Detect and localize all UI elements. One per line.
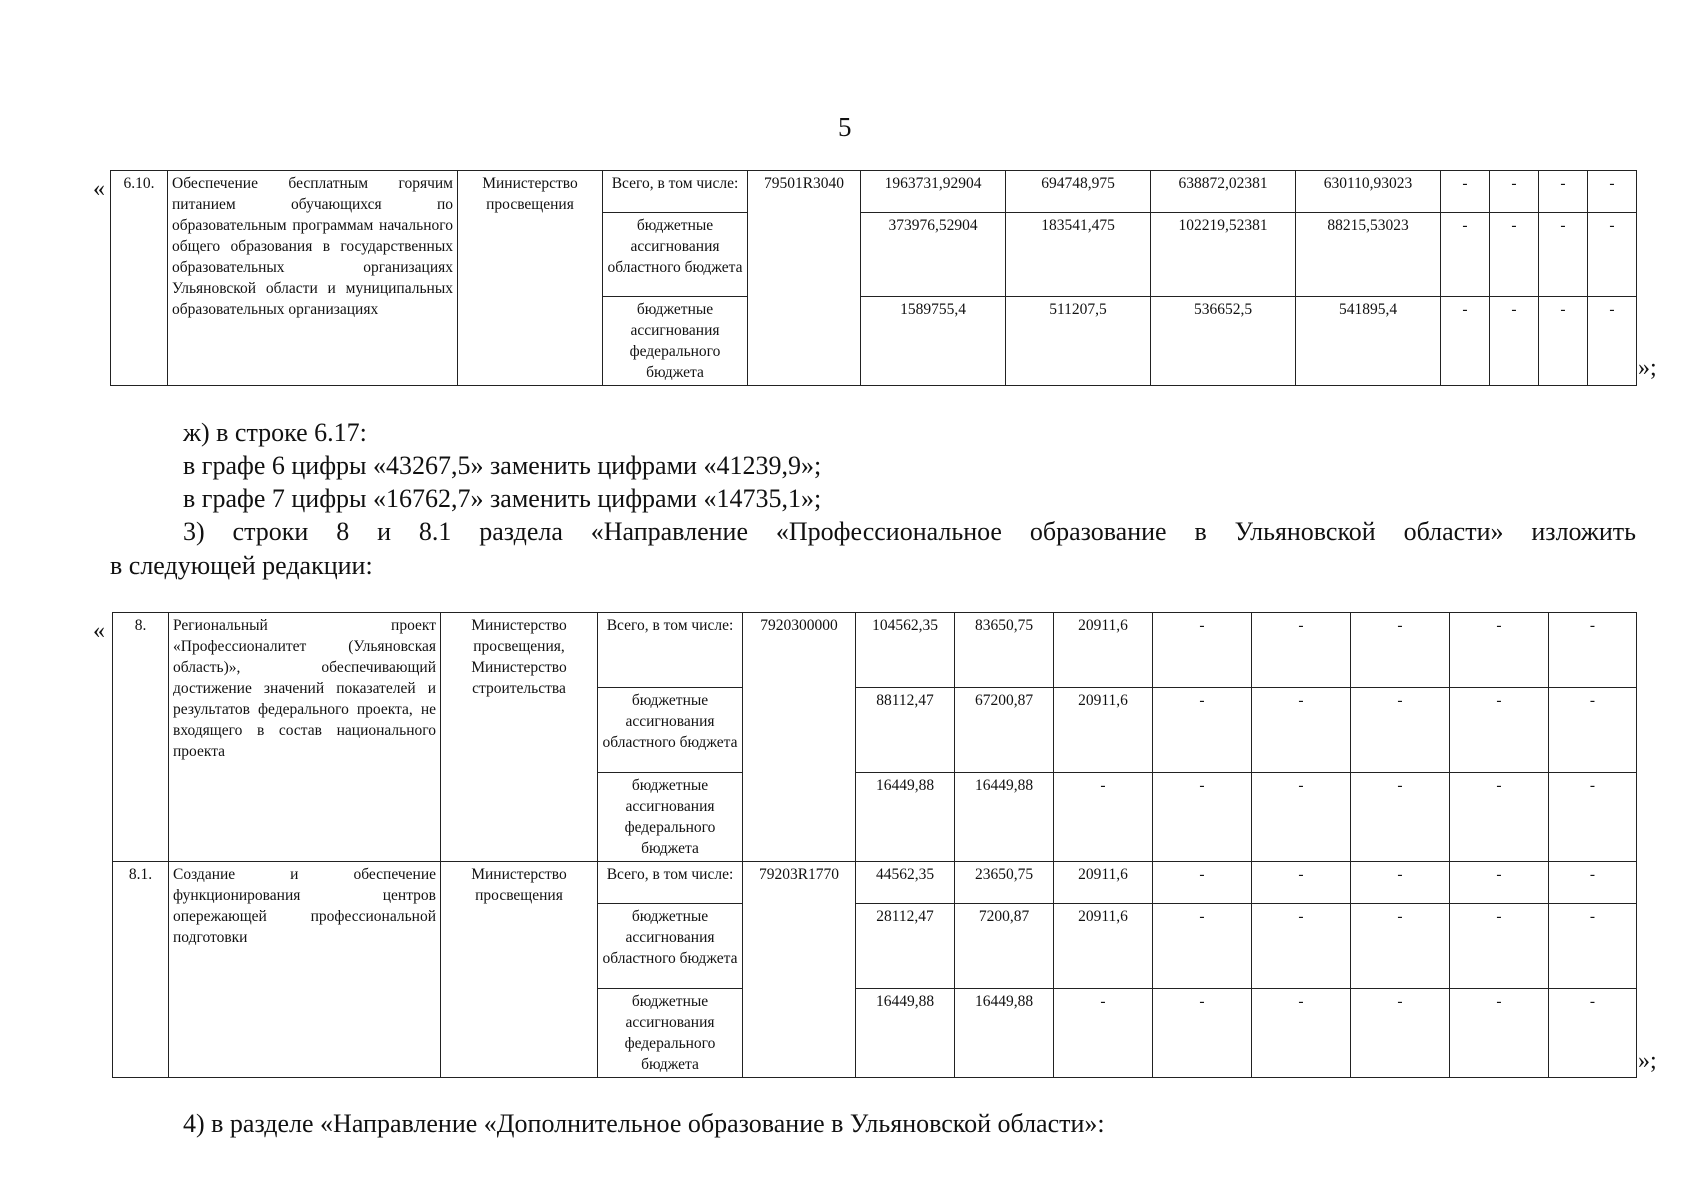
year-cell: - xyxy=(1252,904,1351,989)
year-cell: - xyxy=(1549,904,1637,989)
year-cell: - xyxy=(1450,773,1549,862)
year-cell: - xyxy=(1252,688,1351,773)
year-cell: 67200,87 xyxy=(955,688,1054,773)
open-quote-1: « xyxy=(93,176,105,202)
total-cell: 1589755,4 xyxy=(861,297,1006,386)
year-cell: 88215,53023 xyxy=(1296,213,1441,297)
close-quote-1: »; xyxy=(1638,355,1657,381)
source-cell: бюджетные ассигнования федерального бюджета xyxy=(598,989,743,1078)
year-cell: - xyxy=(1450,904,1549,989)
year-cell: 7200,87 xyxy=(955,904,1054,989)
year-cell: - xyxy=(1588,171,1637,213)
total-cell: 16449,88 xyxy=(856,773,955,862)
paragraph-3-line1: 3) строки 8 и 8.1 раздела «Направление «Профессиональное образование в Ульяновской области» изложить xyxy=(183,517,1636,546)
year-cell: - xyxy=(1450,613,1549,688)
year-cell: - xyxy=(1153,773,1252,862)
total-cell: 44562,35 xyxy=(856,862,955,904)
year-cell: 630110,93023 xyxy=(1296,171,1441,213)
executor: Министерство просвещения xyxy=(458,171,603,386)
source-cell: бюджетные ассигнования областного бюджета xyxy=(603,213,748,297)
source-cell: бюджетные ассигнования федерального бюджета xyxy=(603,297,748,386)
year-cell: - xyxy=(1153,904,1252,989)
measure-name: Создание и обеспечение функционирования центров опережающей профессиональной подготовки xyxy=(169,862,441,1078)
year-cell: - xyxy=(1588,213,1637,297)
year-cell: - xyxy=(1490,297,1539,386)
year-cell: - xyxy=(1549,862,1637,904)
year-cell: - xyxy=(1450,688,1549,773)
year-cell: - xyxy=(1252,862,1351,904)
close-quote-2: »; xyxy=(1638,1048,1657,1074)
year-cell: - xyxy=(1450,862,1549,904)
row-number: 8.1. xyxy=(113,862,169,1078)
source-cell: Всего, в том числе: xyxy=(598,613,743,688)
page-number: 5 xyxy=(838,112,852,142)
source-cell: бюджетные ассигнования областного бюджета xyxy=(598,904,743,989)
year-cell: 20911,6 xyxy=(1054,613,1153,688)
total-cell: 28112,47 xyxy=(856,904,955,989)
year-cell: 102219,52381 xyxy=(1151,213,1296,297)
year-cell: - xyxy=(1252,613,1351,688)
year-cell: 541895,4 xyxy=(1296,297,1441,386)
year-cell: - xyxy=(1153,989,1252,1078)
year-cell: - xyxy=(1153,862,1252,904)
year-cell: - xyxy=(1549,773,1637,862)
year-cell: - xyxy=(1549,989,1637,1078)
paragraph-3-line2: в следующей редакции: xyxy=(110,551,373,580)
year-cell: - xyxy=(1351,613,1450,688)
year-cell: - xyxy=(1441,213,1490,297)
year-cell: 16449,88 xyxy=(955,773,1054,862)
executor: Министерство просвещения, Министерство строительства xyxy=(441,613,598,862)
source-cell: Всего, в том числе: xyxy=(603,171,748,213)
year-cell: - xyxy=(1351,688,1450,773)
year-cell: - xyxy=(1351,773,1450,862)
paragraph-graph-7: в графе 7 цифры «16762,7» заменить цифрами «14735,1»; xyxy=(183,484,822,513)
year-cell: - xyxy=(1588,297,1637,386)
year-cell: 20911,6 xyxy=(1054,904,1153,989)
paragraph-graph-6: в графе 6 цифры «43267,5» заменить цифрами «41239,9»; xyxy=(183,451,822,480)
source-cell: бюджетные ассигнования областного бюджета xyxy=(598,688,743,773)
year-cell: - xyxy=(1252,773,1351,862)
paragraph-zh: ж) в строке 6.17: xyxy=(183,418,367,447)
year-cell: 511207,5 xyxy=(1006,297,1151,386)
source-cell: Всего, в том числе: xyxy=(598,862,743,904)
year-cell: 183541,475 xyxy=(1006,213,1151,297)
year-cell: - xyxy=(1490,171,1539,213)
year-cell: - xyxy=(1539,171,1588,213)
year-cell: - xyxy=(1351,862,1450,904)
year-cell: - xyxy=(1351,904,1450,989)
year-cell: 638872,02381 xyxy=(1151,171,1296,213)
year-cell: - xyxy=(1441,297,1490,386)
year-cell: 694748,975 xyxy=(1006,171,1151,213)
year-cell: - xyxy=(1539,297,1588,386)
year-cell: - xyxy=(1539,213,1588,297)
source-cell: бюджетные ассигнования федерального бюджета xyxy=(598,773,743,862)
year-cell: - xyxy=(1549,688,1637,773)
year-cell: - xyxy=(1252,989,1351,1078)
year-cell: 23650,75 xyxy=(955,862,1054,904)
row-number: 8. xyxy=(113,613,169,862)
total-cell: 88112,47 xyxy=(856,688,955,773)
year-cell: 16449,88 xyxy=(955,989,1054,1078)
measure-name: Региональный проект «Профессионалитет (Ульяновская область)», обеспечивающий достижение значений показателей и результатов федерального проекта, не входящего в состав национального проекта xyxy=(169,613,441,862)
total-cell: 104562,35 xyxy=(856,613,955,688)
table-rows-8-8-1 xyxy=(112,612,1637,1078)
year-cell: 536652,5 xyxy=(1151,297,1296,386)
year-cell: - xyxy=(1054,989,1153,1078)
year-cell: - xyxy=(1441,171,1490,213)
measure-name: Обеспечение бесплатным горячим питанием обучающихся по образовательным программам начального общего образования в государственных образовательных организациях Ульяновской области и муниципальных образовательных организациях xyxy=(168,171,458,386)
year-cell: 20911,6 xyxy=(1054,862,1153,904)
executor: Министерство просвещения xyxy=(441,862,598,1078)
year-cell: 20911,6 xyxy=(1054,688,1153,773)
budget-code: 79501R3040 xyxy=(748,171,861,386)
year-cell: - xyxy=(1153,613,1252,688)
total-cell: 16449,88 xyxy=(856,989,955,1078)
total-cell: 373976,52904 xyxy=(861,213,1006,297)
year-cell: - xyxy=(1450,989,1549,1078)
year-cell: - xyxy=(1549,613,1637,688)
row-number: 6.10. xyxy=(111,171,168,386)
table-row-6-10 xyxy=(110,170,1637,386)
year-cell: - xyxy=(1054,773,1153,862)
total-cell: 1963731,92904 xyxy=(861,171,1006,213)
year-cell: - xyxy=(1153,688,1252,773)
budget-code: 79203R1770 xyxy=(743,862,856,1078)
budget-code: 7920300000 xyxy=(743,613,856,862)
year-cell: - xyxy=(1351,989,1450,1078)
year-cell: - xyxy=(1490,213,1539,297)
paragraph-4: 4) в разделе «Направление «Дополнительное образование в Ульяновской области»: xyxy=(183,1109,1105,1138)
open-quote-2: « xyxy=(93,618,105,644)
year-cell: 83650,75 xyxy=(955,613,1054,688)
